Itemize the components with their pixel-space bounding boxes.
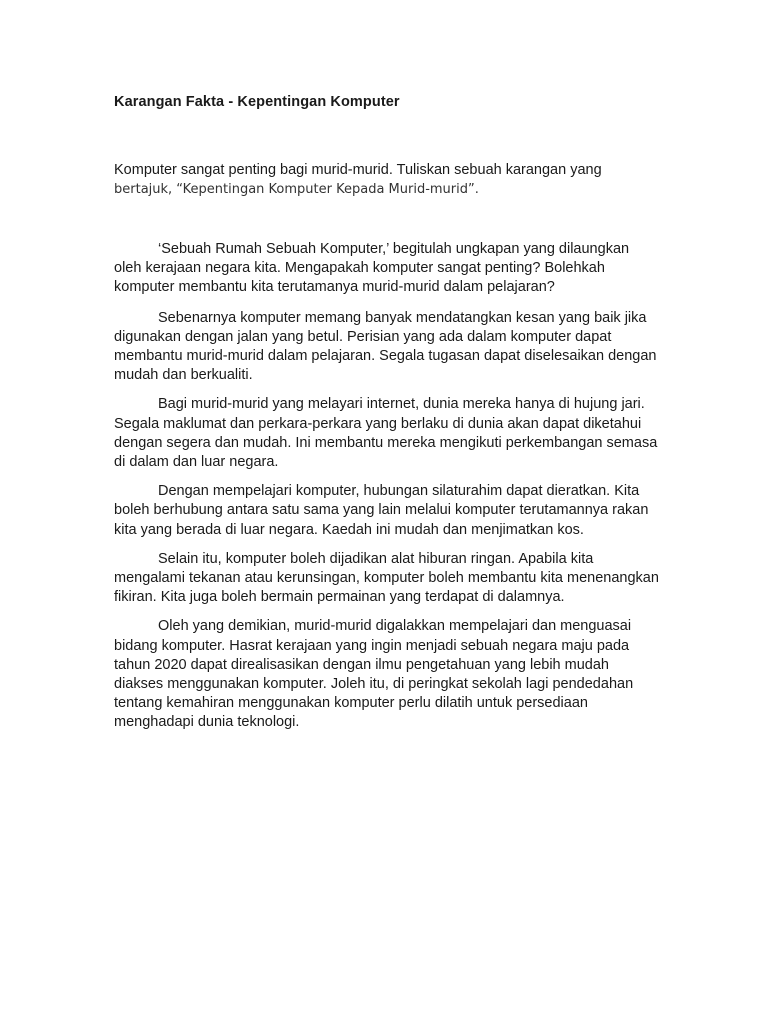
essay-body: [114, 240, 674, 733]
prompt-line-1: Komputer sangat penting bagi murid-murid. Tuliskan sebuah karangan yang: [114, 162, 602, 178]
paragraph-4: Dengan mempelajari komputer, hubungan silaturahim dapat dieratkan. Kita boleh berhubung antara satu sama yang lain melalui komputer terutamannya rakan kita yang berada di luar negara. Kaedah ini mudah dan menjimatkan kos.: [114, 483, 649, 538]
paragraph-5: Selain itu, komputer boleh dijadikan alat hiburan ringan. Apabila kita mengalami tekanan atau kerunsingan, komputer boleh membantu kita menenangkan fikiran. Kita juga boleh bermain permainan yang terdapat di dalamnya.: [114, 550, 659, 606]
prompt-line-2: bertajuk, “Kepentingan Komputer Kepada Murid-murid”.: [114, 182, 479, 197]
paragraph-6: Oleh yang demikian, murid-murid digalakkan mempelajari dan menguasai bidang komputer. Hasrat kerajaan yang ingin menjadi sebuah negara maju pada tahun 2020 dapat direalisasikan dengan ilmu pengetahuan yang lebih mudah diakses menggunakan komputer. Joleh itu, di peringkat sekolah lagi pendedahan tentang kemahiran menggunakan komputer perlu dilatih untuk persediaan menghadapi dunia teknologi.: [114, 618, 634, 731]
paragraph-2: Sebenarnya komputer memang banyak mendatangkan kesan yang baik jika digunakan dengan jalan yang betul. Perisian yang ada dalam komputer dapat membantu murid-murid dalam pelajaran. Segala tugasan dapat diselesaikan dengan mudah dan berkualiti.: [114, 309, 657, 384]
paragraph-3: Bagi murid-murid yang melayari internet, dunia mereka hanya di hujung jari. Segala maklumat dan perkara-perkara yang berlaku di dunia akan dapat diketahui dengan segera dan mudah. Ini membantu mereka mengikuti perkembangan semasa di dalam dan luar negara.: [114, 396, 658, 471]
document-title: Karangan Fakta - Kepentingan Komputer: [114, 94, 400, 110]
document-page: [114, 93, 674, 743]
essay-prompt: [114, 160, 674, 200]
paragraph-1: ‘Sebuah Rumah Sebuah Komputer,’ begitulah ungkapan yang dilaungkan oleh kerajaan negara kita. Mengapakah komputer sangat penting? Bolehkah komputer membantu kita terutamanya murid-murid dalam pelajaran?: [114, 241, 630, 296]
